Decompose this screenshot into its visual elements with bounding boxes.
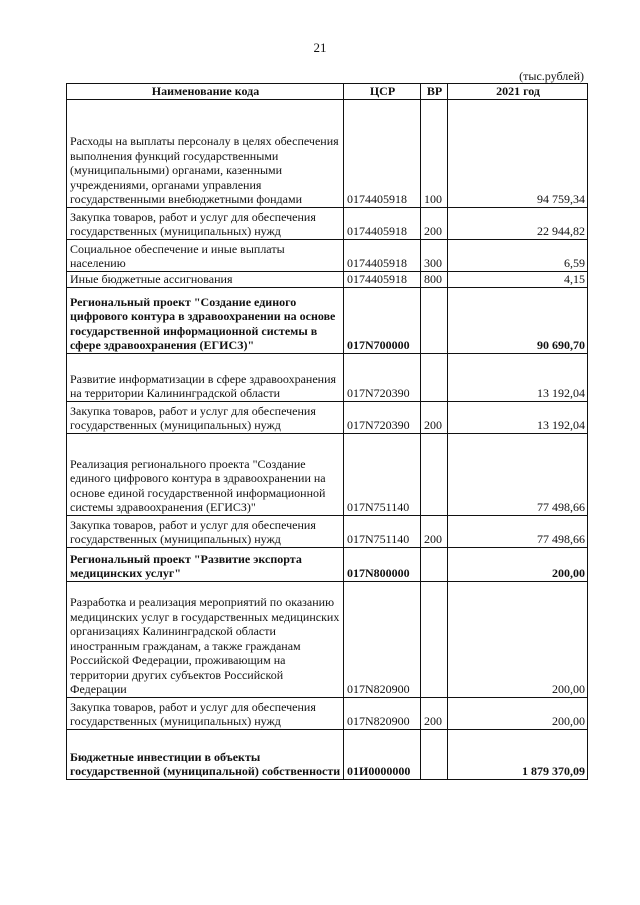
table-row [67, 207, 588, 239]
header-vr: ВР [421, 84, 448, 100]
row-amount: 90 690,70 [448, 287, 588, 353]
row-amount: 94 759,34 [448, 99, 588, 207]
row-vr [421, 433, 448, 515]
row-vr [421, 547, 448, 581]
row-csr: 0174405918 [344, 239, 421, 271]
row-amount: 77 498,66 [448, 433, 588, 515]
row-vr: 200 [421, 207, 448, 239]
row-vr: 300 [421, 239, 448, 271]
row-vr: 800 [421, 271, 448, 287]
header-year: 2021 год [448, 84, 588, 100]
header-name: Наименование кода [67, 84, 344, 100]
table-row [67, 239, 588, 271]
row-name: Закупка товаров, работ и услуг для обеспечения государственных (муниципальных) нужд [67, 515, 344, 547]
row-csr: 017N751140 [344, 433, 421, 515]
row-vr [421, 353, 448, 401]
row-csr: 0174405918 [344, 271, 421, 287]
table-row [67, 433, 588, 515]
row-vr: 200 [421, 697, 448, 729]
row-amount: 4,15 [448, 271, 588, 287]
row-csr: 017N751140 [344, 515, 421, 547]
row-vr: 200 [421, 401, 448, 433]
row-vr: 200 [421, 515, 448, 547]
row-amount: 77 498,66 [448, 515, 588, 547]
row-csr: 0174405918 [344, 207, 421, 239]
row-csr: 017N720390 [344, 353, 421, 401]
units-label: (тыс.рублей) [519, 69, 584, 83]
row-name: Реализация регионального проекта "Создание единого цифрового контура в здравоохранении на основе единой государственной информационной системы здравоохранения (ЕГИСЗ)" [67, 433, 344, 515]
table-row [67, 581, 588, 697]
row-vr [421, 287, 448, 353]
table-header-row [67, 84, 588, 100]
row-name: Региональный проект "Создание единого цифрового контура в здравоохранении на основе государственной информационной системы в сфере здравоохранения (ЕГИСЗ)" [67, 287, 344, 353]
row-amount: 13 192,04 [448, 353, 588, 401]
table-row [67, 515, 588, 547]
row-csr: 0174405918 [344, 99, 421, 207]
row-csr: 017N820900 [344, 581, 421, 697]
table-row [67, 353, 588, 401]
row-name: Бюджетные инвестиции в объекты государственной (муниципальной) собственности [67, 729, 344, 779]
row-name: Закупка товаров, работ и услуг для обеспечения государственных (муниципальных) нужд [67, 697, 344, 729]
budget-table [66, 83, 588, 780]
row-name: Социальное обеспечение и иные выплаты населению [67, 239, 344, 271]
table-row [67, 99, 588, 207]
table-row [67, 697, 588, 729]
page-number: 21 [313, 40, 327, 55]
row-name: Развитие информатизации в сфере здравоохранения на территории Калининградской области [67, 353, 344, 401]
row-name: Закупка товаров, работ и услуг для обеспечения государственных (муниципальных) нужд [67, 207, 344, 239]
row-csr: 017N820900 [344, 697, 421, 729]
row-name: Разработка и реализация мероприятий по оказанию медицинских услуг в государственных медицинских организациях Калининградской области иностранным гражданам, а также гражданам Российской Федерации, проживающим на территории других субъектов Российской Федерации [67, 581, 344, 697]
table-row [67, 271, 588, 287]
row-vr [421, 581, 448, 697]
row-amount: 200,00 [448, 581, 588, 697]
row-amount: 200,00 [448, 697, 588, 729]
row-amount: 6,59 [448, 239, 588, 271]
row-vr [421, 729, 448, 779]
row-csr: 017N720390 [344, 401, 421, 433]
row-amount: 200,00 [448, 547, 588, 581]
row-csr: 017N700000 [344, 287, 421, 353]
row-name: Иные бюджетные ассигнования [67, 271, 344, 287]
row-csr: 01И0000000 [344, 729, 421, 779]
table-row [67, 401, 588, 433]
header-csr: ЦСР [344, 84, 421, 100]
row-name: Расходы на выплаты персоналу в целях обеспечения выполнения функций государственными (муниципальными) органами, казенными учреждениями, органами управления государственными внебюджетными фондами [67, 99, 344, 207]
row-csr: 017N800000 [344, 547, 421, 581]
row-amount: 22 944,82 [448, 207, 588, 239]
row-amount: 1 879 370,09 [448, 729, 588, 779]
table-row-section [67, 729, 588, 779]
table-row-section [67, 547, 588, 581]
row-name: Региональный проект "Развитие экспорта медицинских услуг" [67, 547, 344, 581]
row-vr: 100 [421, 99, 448, 207]
table-row-section [67, 287, 588, 353]
row-amount: 13 192,04 [448, 401, 588, 433]
row-name: Закупка товаров, работ и услуг для обеспечения государственных (муниципальных) нужд [67, 401, 344, 433]
